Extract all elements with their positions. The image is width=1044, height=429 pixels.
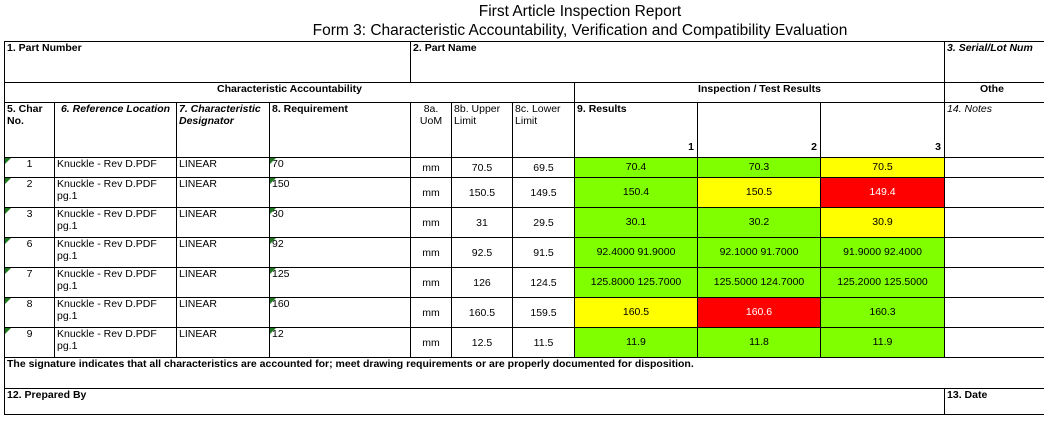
prepared-by-label: 12. Prepared By bbox=[7, 389, 87, 401]
upper-limit-cell: 150.5 bbox=[452, 178, 513, 208]
result-1-cell[interactable]: 30.1 bbox=[575, 208, 698, 238]
reference-location-cell[interactable]: Knuckle - Rev D.PDF pg.1 bbox=[55, 298, 177, 328]
upper-limit-cell: 160.5 bbox=[452, 298, 513, 328]
serial-lot-field[interactable] bbox=[945, 42, 1044, 83]
other-header: Othe bbox=[945, 83, 1044, 103]
notes-cell[interactable] bbox=[945, 158, 1044, 178]
part-info-row bbox=[5, 42, 1044, 83]
inspection-results-header: Inspection / Test Results bbox=[575, 83, 945, 103]
result-3-number: 3 bbox=[935, 141, 942, 153]
char-no-cell: 8 bbox=[5, 298, 55, 328]
result-2-cell[interactable]: 11.8 bbox=[698, 328, 821, 358]
results-label: 9. Results bbox=[577, 103, 627, 115]
requirement-cell[interactable]: 160 bbox=[270, 298, 411, 328]
requirement-cell[interactable]: 92 bbox=[270, 238, 411, 268]
upper-limit-cell: 70.5 bbox=[452, 158, 513, 178]
result-1-cell[interactable]: 11.9 bbox=[575, 328, 698, 358]
requirement-cell[interactable]: 30 bbox=[270, 208, 411, 238]
result-3-cell[interactable]: 11.9 bbox=[821, 328, 945, 358]
column-header-row bbox=[5, 103, 1044, 158]
uom-cell: mm bbox=[411, 208, 452, 238]
designator-cell[interactable]: LINEAR bbox=[177, 328, 270, 358]
char-no-cell: 3 bbox=[5, 208, 55, 238]
uom-cell: mm bbox=[411, 328, 452, 358]
uom-cell: mm bbox=[411, 158, 452, 178]
result-3-cell[interactable]: 70.5 bbox=[821, 158, 945, 178]
designator-cell[interactable]: LINEAR bbox=[177, 208, 270, 238]
result-3-cell[interactable]: 30.9 bbox=[821, 208, 945, 238]
section-header-row bbox=[5, 83, 1044, 103]
result-2-cell[interactable]: 125.5000 124.7000 bbox=[698, 268, 821, 298]
lower-limit-cell: 29.5 bbox=[513, 208, 575, 238]
notes-cell[interactable] bbox=[945, 208, 1044, 238]
table-row bbox=[5, 268, 1044, 298]
lower-limit-cell: 69.5 bbox=[513, 158, 575, 178]
part-name-field[interactable] bbox=[411, 42, 945, 83]
notes-cell[interactable] bbox=[945, 298, 1044, 328]
date-field[interactable] bbox=[945, 389, 1044, 415]
result-2-number: 2 bbox=[811, 141, 818, 153]
table-row bbox=[5, 328, 1044, 358]
uom-cell: mm bbox=[411, 178, 452, 208]
table-row bbox=[5, 298, 1044, 328]
date-label: 13. Date bbox=[947, 389, 988, 401]
result-3-cell[interactable]: 149.4 bbox=[821, 178, 945, 208]
result-1-cell[interactable]: 160.5 bbox=[575, 298, 698, 328]
char-no-cell: 7 bbox=[5, 268, 55, 298]
result-2-cell[interactable]: 30.2 bbox=[698, 208, 821, 238]
lower-limit-cell: 91.5 bbox=[513, 238, 575, 268]
serial-lot-label: 3. Serial/Lot Num bbox=[947, 42, 1033, 54]
table-row bbox=[5, 238, 1044, 268]
lower-limit-cell: 11.5 bbox=[513, 328, 575, 358]
char-no-cell: 6 bbox=[5, 238, 55, 268]
designator-cell[interactable]: LINEAR bbox=[177, 298, 270, 328]
upper-limit-cell: 12.5 bbox=[452, 328, 513, 358]
table-row bbox=[5, 178, 1044, 208]
designator-cell[interactable]: LINEAR bbox=[177, 158, 270, 178]
requirement-cell[interactable]: 125 bbox=[270, 268, 411, 298]
notes-cell[interactable] bbox=[945, 328, 1044, 358]
result-2-cell[interactable]: 70.3 bbox=[698, 158, 821, 178]
part-name-label: 2. Part Name bbox=[413, 42, 477, 54]
result-1-cell[interactable]: 150.4 bbox=[575, 178, 698, 208]
uom-cell: mm bbox=[411, 238, 452, 268]
result-2-cell[interactable]: 160.6 bbox=[698, 298, 821, 328]
designator-cell[interactable]: LINEAR bbox=[177, 268, 270, 298]
col-char-no: 5. Char No. bbox=[5, 103, 55, 158]
col-notes: 14. Notes bbox=[945, 103, 1044, 158]
signature-statement: The signature indicates that all characteristics are accounted for; meet drawing requirements or are properly documented for disposition. bbox=[5, 358, 1044, 389]
upper-limit-cell: 31 bbox=[452, 208, 513, 238]
prepared-by-field[interactable] bbox=[5, 389, 945, 415]
result-3-cell[interactable]: 91.9000 92.4000 bbox=[821, 238, 945, 268]
reference-location-cell[interactable]: Knuckle - Rev D.PDF pg.1 bbox=[55, 178, 177, 208]
requirement-cell[interactable]: 12 bbox=[270, 328, 411, 358]
reference-location-cell[interactable]: Knuckle - Rev D.PDF pg.1 bbox=[55, 208, 177, 238]
inspection-form-table bbox=[4, 41, 1044, 415]
uom-cell: mm bbox=[411, 268, 452, 298]
result-1-cell[interactable]: 92.4000 91.9000 bbox=[575, 238, 698, 268]
col-uom: 8a. UoM bbox=[411, 103, 452, 158]
table-row bbox=[5, 208, 1044, 238]
upper-limit-cell: 126 bbox=[452, 268, 513, 298]
characteristic-rows bbox=[5, 158, 1044, 358]
col-result-3 bbox=[821, 103, 945, 158]
table-row bbox=[5, 158, 1044, 178]
form-title: Form 3: Characteristic Accountability, Verification and Compatibility Evaluation bbox=[312, 22, 848, 39]
designator-cell[interactable]: LINEAR bbox=[177, 238, 270, 268]
signature-statement-row bbox=[5, 358, 1044, 389]
result-2-cell[interactable]: 92.1000 91.7000 bbox=[698, 238, 821, 268]
upper-limit-cell: 92.5 bbox=[452, 238, 513, 268]
result-2-cell[interactable]: 150.5 bbox=[698, 178, 821, 208]
char-no-cell: 1 bbox=[5, 158, 55, 178]
prepared-by-row bbox=[5, 389, 1044, 415]
characteristic-accountability-header: Characteristic Accountability bbox=[5, 83, 575, 103]
requirement-cell[interactable]: 150 bbox=[270, 178, 411, 208]
char-no-cell: 2 bbox=[5, 178, 55, 208]
part-number-field[interactable] bbox=[5, 42, 411, 83]
reference-location-cell[interactable]: Knuckle - Rev D.PDF pg.1 bbox=[55, 238, 177, 268]
lower-limit-cell: 124.5 bbox=[513, 268, 575, 298]
uom-cell: mm bbox=[411, 298, 452, 328]
lower-limit-cell: 149.5 bbox=[513, 178, 575, 208]
result-1-cell[interactable]: 70.4 bbox=[575, 158, 698, 178]
col-result-2 bbox=[698, 103, 821, 158]
reference-location-cell[interactable]: Knuckle - Rev D.PDF pg.1 bbox=[55, 268, 177, 298]
requirement-cell[interactable]: 70 bbox=[270, 158, 411, 178]
report-title: First Article Inspection Report bbox=[478, 3, 682, 20]
col-reference-location: 6. Reference Location bbox=[55, 103, 177, 158]
result-1-cell[interactable]: 125.8000 125.7000 bbox=[575, 268, 698, 298]
result-3-cell[interactable]: 125.2000 125.5000 bbox=[821, 268, 945, 298]
reference-location-cell[interactable]: Knuckle - Rev D.PDF pg.1 bbox=[55, 328, 177, 358]
lower-limit-cell: 159.5 bbox=[513, 298, 575, 328]
part-number-label: 1. Part Number bbox=[7, 42, 82, 54]
col-upper-limit: 8b. Upper Limit bbox=[452, 103, 513, 158]
result-3-cell[interactable]: 160.3 bbox=[821, 298, 945, 328]
notes-cell[interactable] bbox=[945, 268, 1044, 298]
designator-cell[interactable]: LINEAR bbox=[177, 178, 270, 208]
col-characteristic-designator: 7. Characteristic Designator bbox=[177, 103, 270, 158]
notes-cell[interactable] bbox=[945, 238, 1044, 268]
col-requirement: 8. Requirement bbox=[270, 103, 411, 158]
char-no-cell: 9 bbox=[5, 328, 55, 358]
col-result-1 bbox=[575, 103, 698, 158]
col-lower-limit: 8c. Lower Limit bbox=[513, 103, 575, 158]
reference-location-cell[interactable]: Knuckle - Rev D.PDF bbox=[55, 158, 177, 178]
notes-cell[interactable] bbox=[945, 178, 1044, 208]
result-1-number: 1 bbox=[688, 141, 695, 153]
